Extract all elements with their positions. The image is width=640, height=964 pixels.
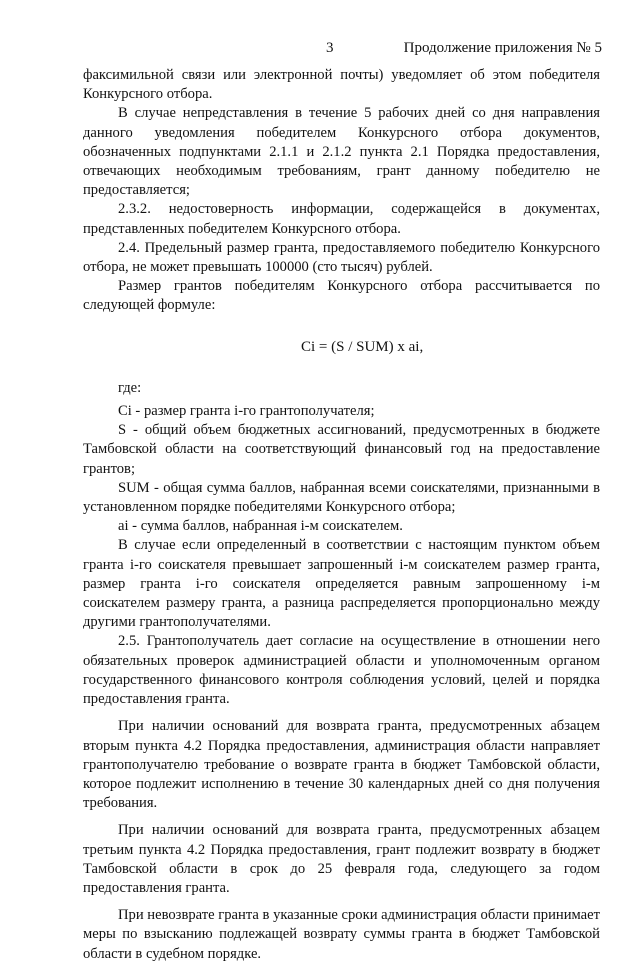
paragraph-formula-intro: Размер грантов победителям Конкурсного отбора рассчитывается по следующей формуле:	[83, 278, 600, 314]
paragraph-return-second-abzac: При наличии оснований для возврата гранта, предусмотренных абзацем вторым пункта 4.2 Порядка предоставления, администрация области направляет грантополучателю требование о возврате гранта в бюджет Тамбовской области, которое подлежит исполнению в течение 30 календарных дней со дня получения требования.	[83, 718, 600, 812]
grant-formula: Ci = (S / SUM) x ai,	[301, 338, 424, 355]
paragraph-continuation: факсимильной связи или электронной почты) уведомляет об этом победителя Конкурсного отбора.	[83, 67, 600, 103]
paragraph-return-third-abzac: При наличии оснований для возврата гранта, предусмотренных абзацем третьим пункта 4.2 Порядка предоставления, грант подлежит возврату в бюджет Тамбовской области в срок до 25 февраля года, следующего за годом предоставления гранта.	[83, 822, 600, 896]
definition-ai: ai - сумма баллов, набранная i-м соискателем.	[118, 518, 403, 535]
paragraph-non-return: При невозврате гранта в указанные сроки администрация области принимает меры по взысканию подлежащей возврату суммы гранта в бюджет Тамбовской области в судебном порядке.	[83, 907, 600, 962]
paragraph-excess-grant: В случае если определенный в соответствии с настоящим пунктом объем гранта i-го соискателя превышает запрошенный i-м соискателем размер гранта, размер гранта i-го соискателя определяется равным запрошенному i-м соискателем размеру гранта, а разница распределяется пропорционально между другими грантополучателями.	[83, 537, 600, 631]
definition-sum: SUM - общая сумма баллов, набранная всеми соискателями, признанными в установленном порядке победителями Конкурсного отбора;	[83, 479, 600, 516]
appendix-label: Продолжение приложения № 5	[403, 40, 602, 56]
definition-ci: Ci - размер гранта i-го грантополучателя;	[118, 403, 375, 420]
document-body	[83, 66, 600, 964]
definition-s: S - общий объем бюджетных ассигнований, предусмотренных в бюджете Тамбовской области на соответствующий финансовый год на предоставление грантов;	[83, 422, 600, 477]
paragraph-2-4: 2.4. Предельный размер гранта, предоставляемого победителю Конкурсного отбора, не может превышать 100000 (сто тысяч) рублей.	[83, 239, 600, 276]
paragraph-2-3-2: 2.3.2. недостоверность информации, содержащейся в документах, представленных победителем Конкурсного отбора.	[83, 201, 600, 237]
page-number: 3	[326, 40, 334, 56]
paragraph-nonsubmission: В случае непредставления в течение 5 рабочих дней со дня направления данного уведомления победителем Конкурсного отбора документов, обозначенных подпунктами 2.1.1 и 2.1.2 пункта 2.1 Порядка предоставления, отвечающих необходимым требованиям, грант данному победителю не предоставляется;	[83, 105, 600, 199]
definitions-intro: где:	[118, 379, 142, 396]
paragraph-2-5: 2.5. Грантополучатель дает согласие на осуществление в отношении него обязательных проверок администрацией области и уполномоченным органом государственного финансового контроля соблюдения условий, целей и порядка предоставления гранта.	[83, 633, 600, 708]
page-header	[0, 40, 640, 60]
